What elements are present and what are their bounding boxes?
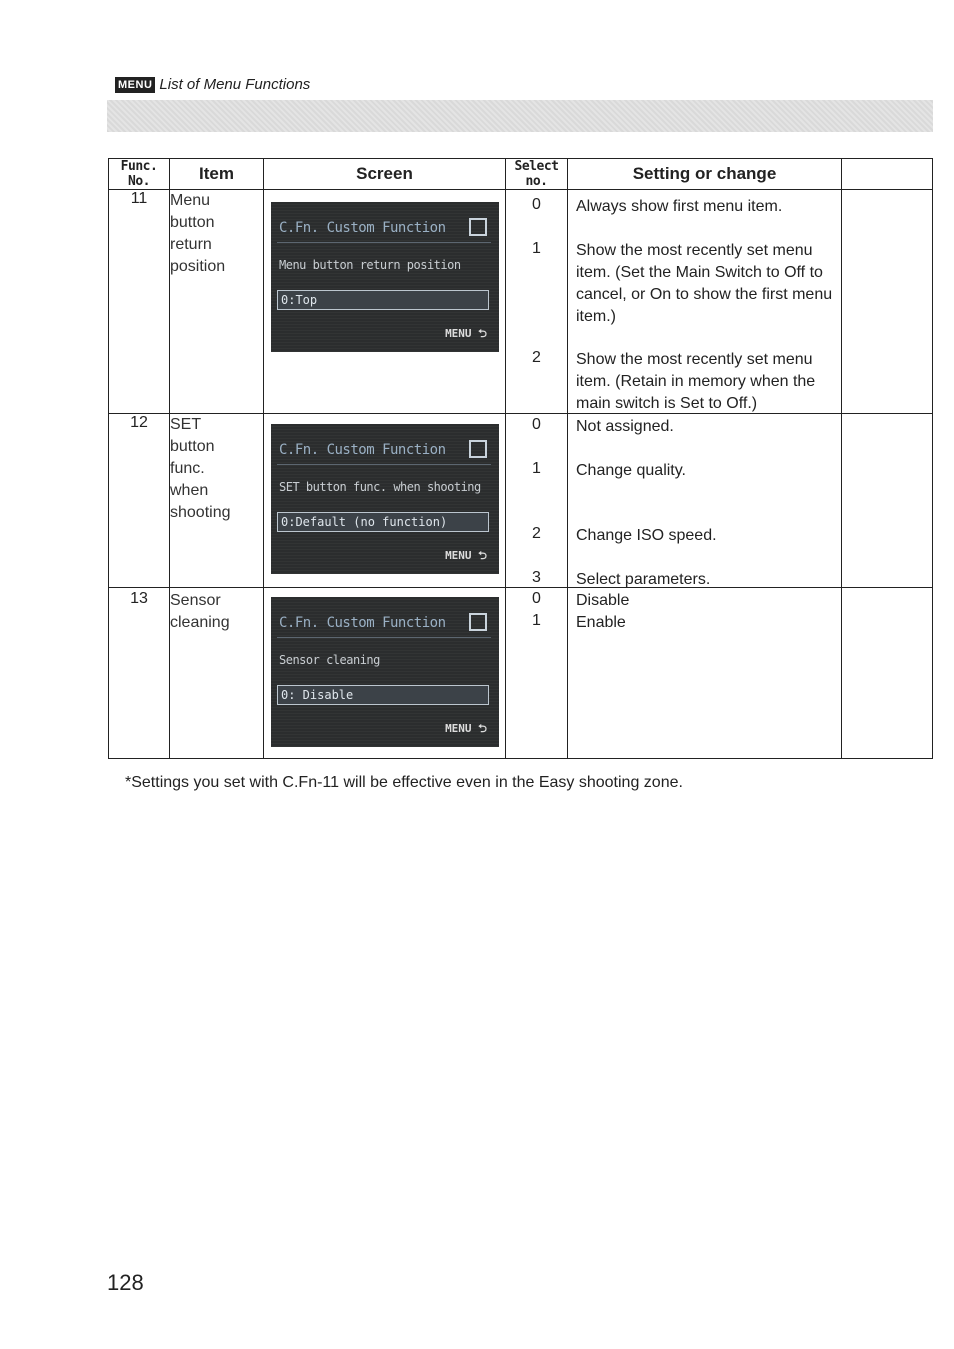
- setting-text: Change quality.: [576, 462, 686, 479]
- item-name: [170, 190, 264, 414]
- select-cell: [506, 588, 568, 759]
- blank-cell: [842, 414, 933, 588]
- header-title: List of Menu Functions: [159, 76, 311, 93]
- setting-text: Change ISO speed.: [576, 527, 717, 544]
- table-row: [109, 588, 933, 759]
- setting-cell: [568, 414, 842, 588]
- item-line: Sensor: [170, 592, 221, 609]
- camera-icon: [469, 613, 487, 631]
- camera-screen-subtitle: Sensor cleaning: [279, 653, 380, 667]
- camera-screen-title: C.Fn. Custom Function: [279, 220, 446, 236]
- camera-screen-subtitle: SET button func. when shooting: [279, 480, 481, 494]
- setting-text: Not assigned.: [576, 418, 674, 435]
- item-line: position: [170, 258, 226, 275]
- camera-icon: [469, 440, 487, 458]
- func-no: 12: [109, 414, 170, 588]
- col-setting: Setting or change: [568, 159, 842, 190]
- setting-text: Show the most recently set menu item. (Set the Main Switch to Off to cancel, or On to show the first menu item.): [576, 242, 833, 325]
- screen-cell: [264, 414, 506, 588]
- col-select-no: Select no.: [506, 159, 568, 190]
- divider: [277, 637, 491, 638]
- setting-text: Always show first menu item.: [576, 198, 783, 215]
- screen-cell: [264, 190, 506, 414]
- col-func-no: Func. No.: [109, 159, 170, 190]
- col-blank: [842, 159, 933, 190]
- item-line: return: [170, 236, 212, 253]
- footnote: *Settings you set with C.Fn-11 will be effective even in the Easy shooting zone.: [125, 774, 683, 791]
- setting-text: Show the most recently set menu item. (Retain in memory when the main switch is Set to Off.): [576, 351, 816, 412]
- header-band: [107, 100, 933, 132]
- item-line: Menu: [170, 192, 211, 209]
- item-line: SET: [170, 416, 202, 433]
- camera-screen-value: 0: Disable: [277, 685, 489, 705]
- select-cell: [506, 190, 568, 414]
- func-no: 13: [109, 588, 170, 759]
- divider: [277, 242, 491, 243]
- page-header: [115, 76, 310, 93]
- page-number: 128: [107, 1270, 144, 1295]
- table-header-row: [109, 159, 933, 190]
- select-no: 1: [532, 612, 541, 629]
- screen-cell: [264, 588, 506, 759]
- col-item: Item: [170, 159, 264, 190]
- func-no: 11: [109, 190, 170, 414]
- camera-screen-subtitle: Menu button return position: [279, 258, 461, 272]
- select-no: 3: [532, 569, 541, 586]
- select-no: 2: [532, 349, 541, 366]
- camera-icon: [469, 218, 487, 236]
- camera-screen-title: C.Fn. Custom Function: [279, 615, 446, 631]
- divider: [277, 464, 491, 465]
- setting-cell: [568, 588, 842, 759]
- item-line: shooting: [170, 504, 231, 521]
- setting-text: Enable: [576, 614, 626, 631]
- camera-screen-value: 0:Top: [277, 290, 489, 310]
- item-line: button: [170, 214, 215, 231]
- blank-cell: [842, 190, 933, 414]
- camera-screen: [271, 597, 499, 747]
- setting-text: Disable: [576, 592, 630, 609]
- camera-screen: [271, 424, 499, 574]
- select-no: 1: [532, 460, 541, 477]
- item-line: func.: [170, 460, 205, 477]
- select-no: 0: [532, 416, 541, 433]
- setting-cell: [568, 190, 842, 414]
- col-screen: Screen: [264, 159, 506, 190]
- item-line: when: [170, 482, 209, 499]
- item-line: cleaning: [170, 614, 230, 631]
- camera-screen: [271, 202, 499, 352]
- item-line: button: [170, 438, 215, 455]
- camera-screen-value: 0:Default (no function): [277, 512, 489, 532]
- select-no: 0: [532, 590, 541, 607]
- menu-icon: MENU: [115, 77, 155, 93]
- select-no: 0: [532, 196, 541, 213]
- select-no: 2: [532, 525, 541, 542]
- menu-functions-table: [108, 158, 933, 759]
- camera-screen-title: C.Fn. Custom Function: [279, 442, 446, 458]
- item-name: [170, 588, 264, 759]
- camera-screen-footer: MENU ⮌: [445, 549, 487, 562]
- select-no: 1: [532, 240, 541, 257]
- setting-text: Select parameters.: [576, 571, 711, 588]
- table-row: [109, 190, 933, 414]
- item-name: [170, 414, 264, 588]
- camera-screen-footer: MENU ⮌: [445, 327, 487, 340]
- camera-screen-footer: MENU ⮌: [445, 722, 487, 735]
- select-cell: [506, 414, 568, 588]
- blank-cell: [842, 588, 933, 759]
- table-row: [109, 414, 933, 588]
